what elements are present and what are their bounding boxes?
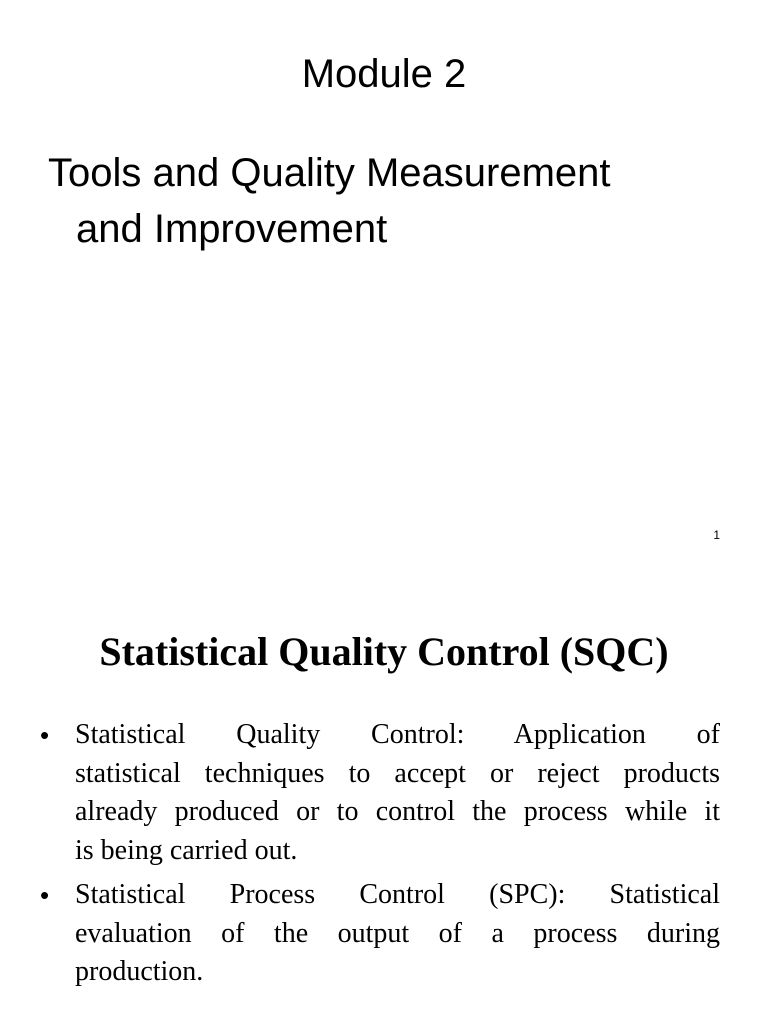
bullet-item [40,876,720,992]
module-title: Module 2 [301,52,467,96]
bullet-icon: • [40,880,50,910]
bullet-line: statistical techniques to accept or reject products [75,757,720,789]
subtitle-line: Tools and Quality Measurement [48,151,611,195]
slide-2 [0,576,768,1024]
bullet-line: production. [75,956,204,987]
bullet-item [40,716,720,870]
bullet-line: Statistical Process Control (SPC): Statistical [75,879,720,910]
page-number: 1 [713,528,720,542]
bullet-line: already produced or to control the process while it [75,796,720,827]
module-subtitle [48,145,748,257]
bullet-list [40,716,720,998]
bullet-icon: • [40,720,50,750]
bullet-line: evaluation of the output of a process during [75,917,720,949]
subtitle-line: and Improvement [76,207,388,251]
bullet-line: is being carried out. [75,834,298,866]
bullet-line: Statistical Quality Control: Application of [75,719,720,750]
slide-heading: Statistical Quality Control (SQC) [99,629,669,674]
